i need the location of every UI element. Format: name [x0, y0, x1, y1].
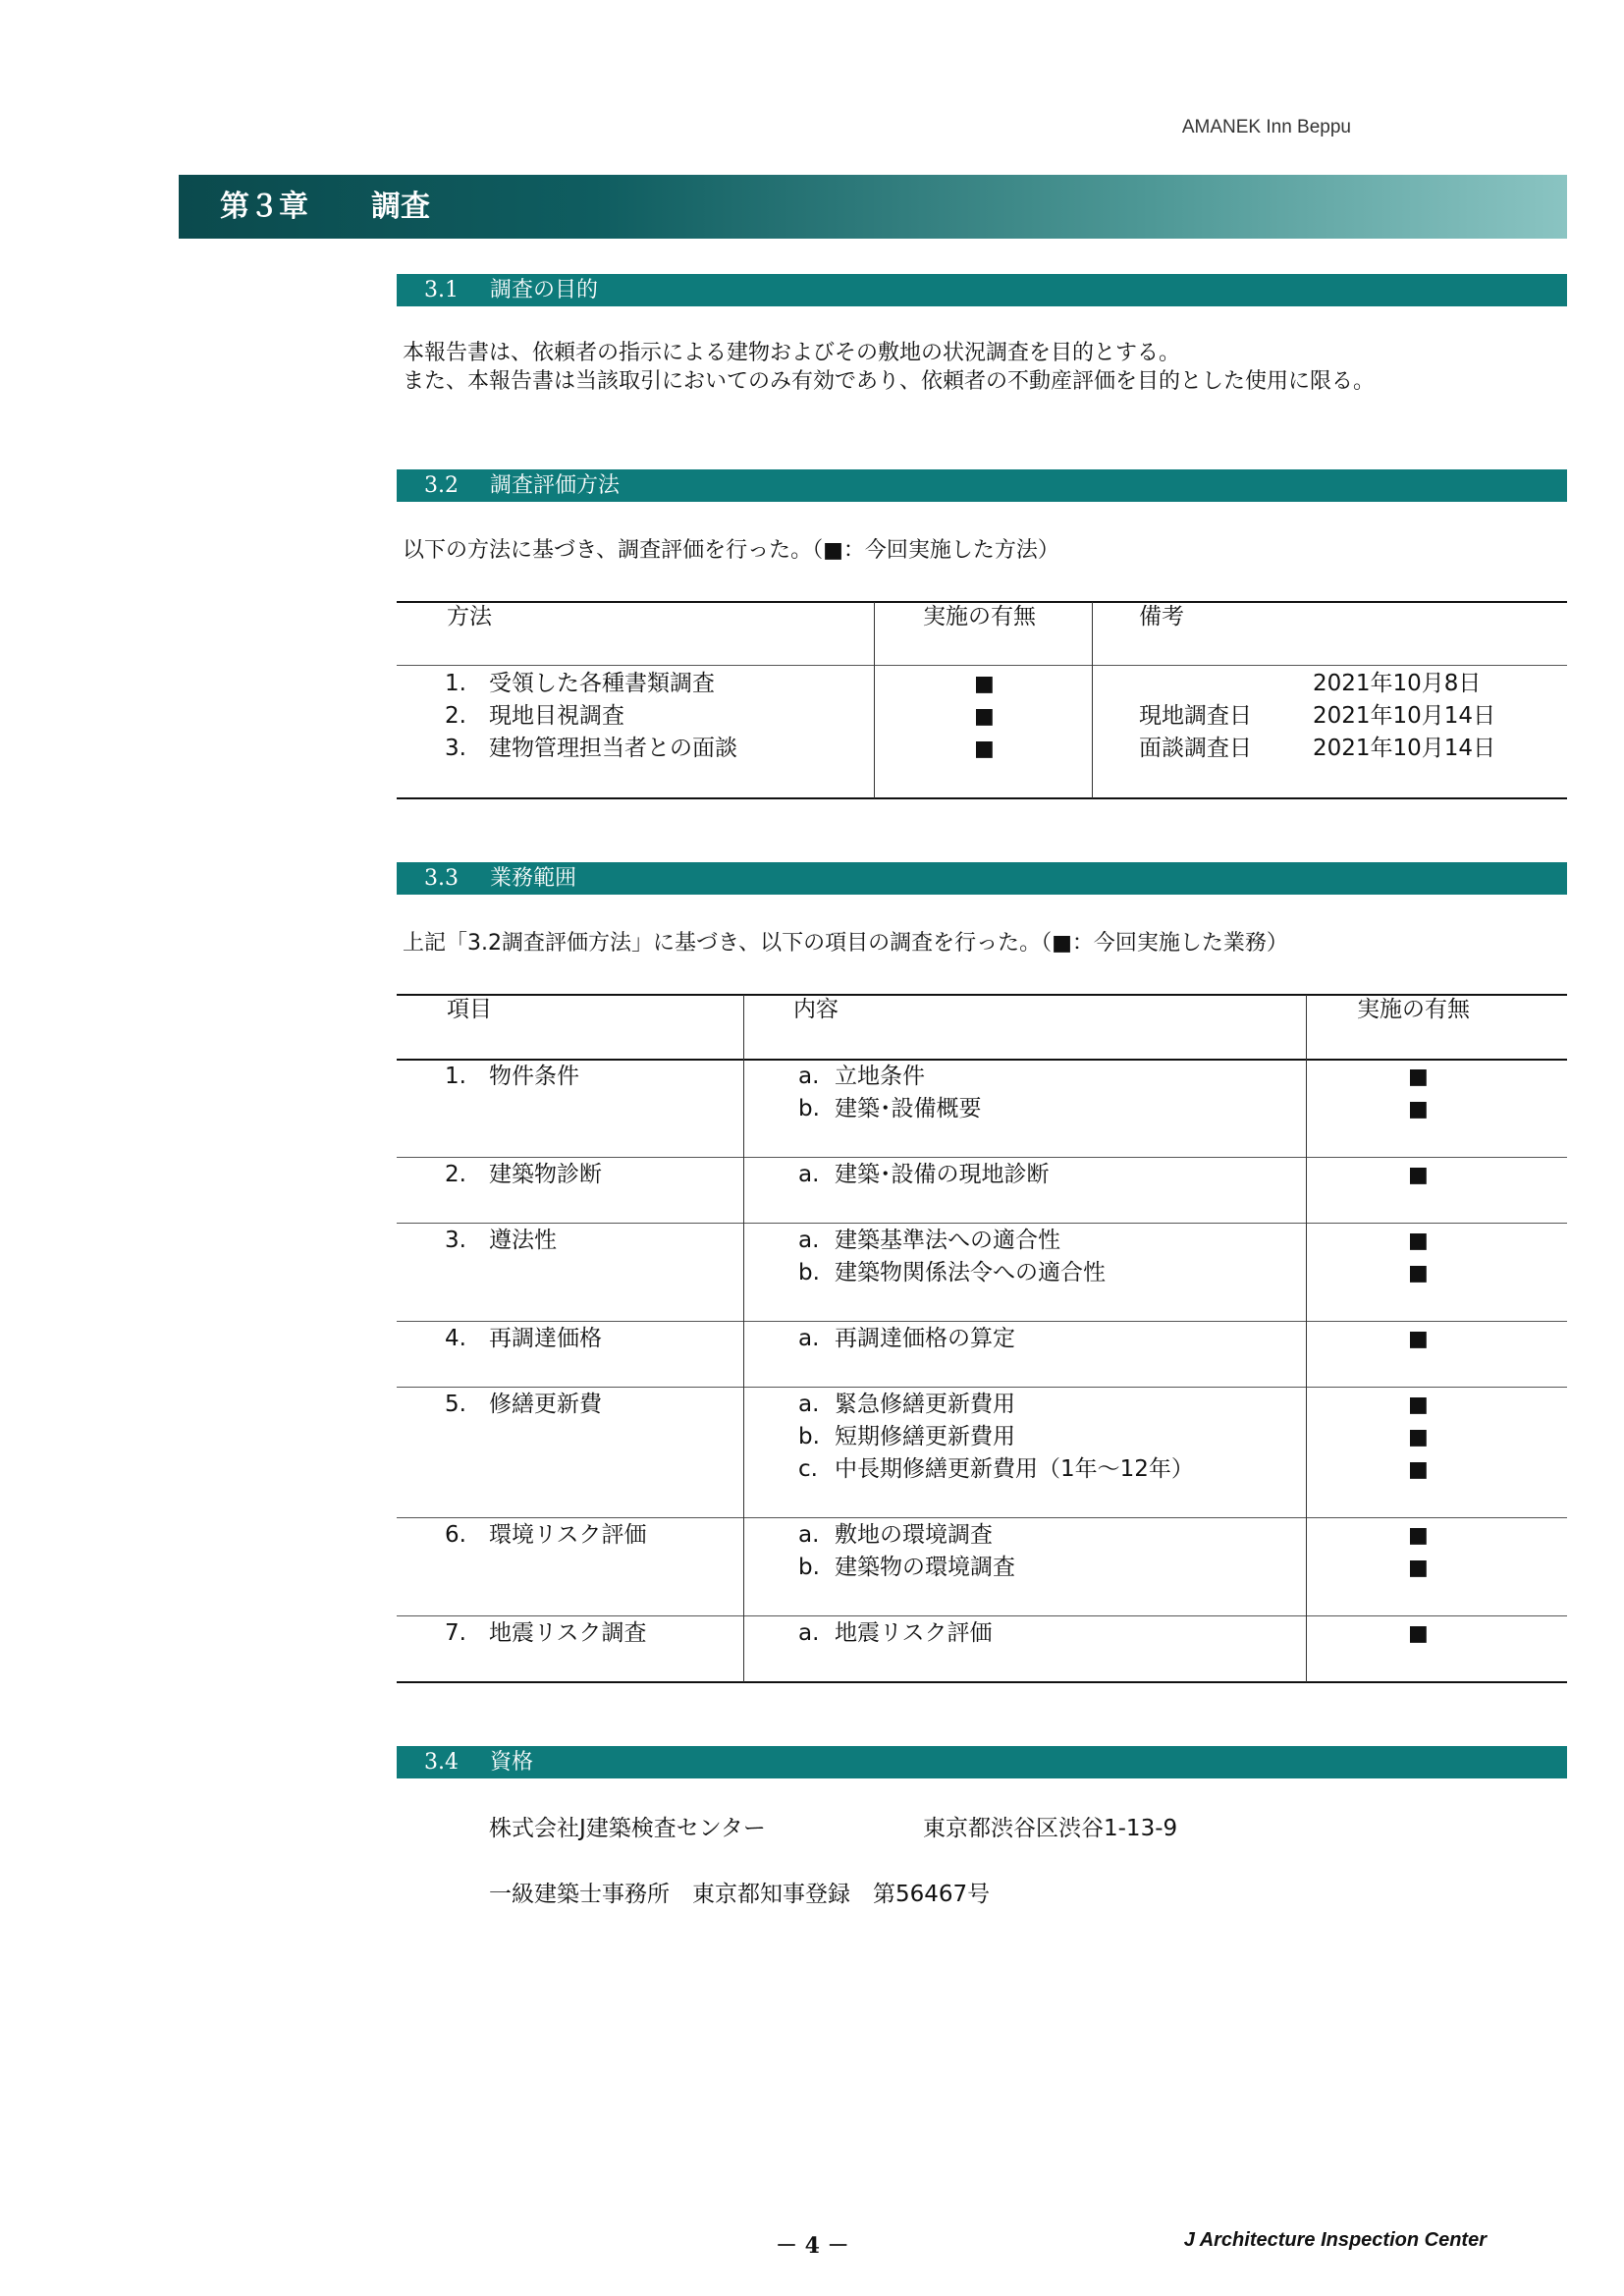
content-letter: a.: [798, 1392, 820, 1417]
implemented-mark: ■: [1408, 1556, 1429, 1580]
row-rule: [397, 1321, 1567, 1322]
content-text: 立地条件: [835, 1064, 925, 1089]
content-letter: a.: [798, 1522, 820, 1548]
content-letter: b.: [798, 1260, 820, 1285]
item-name: 再調達価格: [489, 1326, 602, 1351]
implemented-mark: ■: [1408, 1523, 1429, 1548]
content-letter: b.: [798, 1555, 820, 1580]
chapter-title: 調査: [371, 190, 430, 224]
content-letter: b.: [798, 1096, 820, 1121]
content-text: 敷地の環境調査: [835, 1522, 993, 1548]
chapter-banner: [179, 175, 1567, 239]
note-date: 2021年10月14日: [1313, 703, 1496, 729]
note-date: 2021年10月8日: [1313, 671, 1482, 696]
section-title: 業務範囲: [490, 866, 577, 891]
content-text: 地震リスク評価: [835, 1620, 993, 1646]
table-bottom-rule: [397, 1681, 1567, 1683]
implemented-mark: ■: [974, 737, 995, 761]
content-text: 短期修繕更新費用: [835, 1424, 1015, 1449]
item-name: 建築物診断: [489, 1162, 602, 1187]
content-letter: a.: [798, 1620, 820, 1646]
column-divider: [1306, 995, 1307, 1682]
item-no: 7.: [445, 1620, 466, 1646]
header-notes: 備考: [1139, 604, 1184, 629]
header-content: 内容: [793, 997, 839, 1022]
content-text: 建築物関係法令への適合性: [835, 1260, 1106, 1285]
content-letter: a.: [798, 1228, 820, 1253]
purpose-line-2: また、本報告書は当該取引においてのみ有効であり、依頼者の不動産評価を目的とした使用に限る。: [403, 369, 1376, 394]
section-3-1-header: [397, 274, 1567, 306]
method-name: 建物管理担当者との面談: [489, 736, 737, 761]
method-no: 1.: [445, 671, 466, 696]
content-letter: a.: [798, 1162, 820, 1187]
section-3-2-header: [397, 469, 1567, 502]
item-no: 3.: [445, 1228, 466, 1253]
implemented-mark: ■: [1408, 1065, 1429, 1089]
header-implemented: 実施の有無: [1357, 997, 1470, 1022]
content-text: 建築･設備概要: [835, 1096, 982, 1121]
table-bottom-rule: [397, 797, 1567, 799]
section-title: 調査の目的: [490, 278, 599, 302]
section-number: 3.1: [424, 278, 459, 302]
header-method: 方法: [447, 604, 492, 629]
note-label: 現地調査日: [1139, 703, 1252, 729]
implemented-mark: ■: [1408, 1393, 1429, 1417]
note-label: 面談調査日: [1139, 736, 1252, 761]
scope-intro: 上記「3.2調査評価方法」に基づき、以下の項目の調査を行った。（■：今回実施した業務）: [403, 931, 1288, 956]
implemented-mark: ■: [1408, 1097, 1429, 1121]
section-number: 3.3: [424, 866, 459, 891]
section-title: 調査評価方法: [490, 473, 621, 498]
implemented-mark: ■: [974, 672, 995, 696]
method-no: 3.: [445, 736, 466, 761]
item-name: 修繕更新費: [489, 1392, 602, 1417]
company-address: 東京都渋谷区渋谷1-13-9: [923, 1816, 1178, 1841]
section-number: 3.4: [424, 1750, 459, 1775]
page-number: － 4 －: [776, 2233, 849, 2259]
item-name: 物件条件: [489, 1064, 579, 1089]
section-title: 資格: [490, 1750, 534, 1775]
implemented-mark: ■: [974, 704, 995, 729]
item-no: 6.: [445, 1522, 466, 1548]
table-header-rule: [397, 665, 1567, 666]
implemented-mark: ■: [1408, 1425, 1429, 1449]
item-name: 環境リスク評価: [489, 1522, 647, 1548]
column-divider: [743, 995, 744, 1682]
company-name: 株式会社J建築検査センター: [489, 1816, 766, 1841]
item-name: 遵法性: [489, 1228, 557, 1253]
implemented-mark: ■: [1408, 1621, 1429, 1646]
purpose-line-1: 本報告書は、依頼者の指示による建物およびその敷地の状況調査を目的とする。: [403, 341, 1181, 365]
item-no: 4.: [445, 1326, 466, 1351]
chapter-number: 第３章: [220, 190, 308, 224]
item-no: 2.: [445, 1162, 466, 1187]
item-no: 1.: [445, 1064, 466, 1089]
header-item: 項目: [447, 997, 492, 1022]
row-rule: [397, 1223, 1567, 1224]
content-text: 再調達価格の算定: [835, 1326, 1015, 1351]
column-divider: [874, 602, 875, 798]
content-letter: c.: [798, 1456, 818, 1482]
registration: 一級建築士事務所 東京都知事登録 第56467号: [489, 1882, 991, 1907]
footer-company: J Architecture Inspection Center: [1183, 2229, 1487, 2251]
content-text: 建築物の環境調査: [835, 1555, 1015, 1580]
row-rule: [397, 1615, 1567, 1616]
method-no: 2.: [445, 703, 466, 729]
section-number: 3.2: [424, 473, 459, 498]
method-name: 受領した各種書類調査: [489, 671, 715, 696]
implemented-mark: ■: [1408, 1163, 1429, 1187]
content-text: 中長期修繕更新費用（1年～12年）: [835, 1456, 1194, 1482]
content-letter: a.: [798, 1064, 820, 1089]
implemented-mark: ■: [1408, 1261, 1429, 1285]
item-no: 5.: [445, 1392, 466, 1417]
content-text: 建築･設備の現地診断: [835, 1162, 1050, 1187]
implemented-mark: ■: [1408, 1327, 1429, 1351]
row-rule: [397, 1157, 1567, 1158]
note-date: 2021年10月14日: [1313, 736, 1496, 761]
content-text: 緊急修繕更新費用: [835, 1392, 1015, 1417]
row-rule: [397, 1517, 1567, 1518]
column-divider: [1092, 602, 1093, 798]
header-implemented: 実施の有無: [923, 604, 1036, 629]
section-3-3-header: [397, 862, 1567, 895]
implemented-mark: ■: [1408, 1229, 1429, 1253]
content-text: 建築基準法への適合性: [835, 1228, 1060, 1253]
methods-intro: 以下の方法に基づき、調査評価を行った。（■：今回実施した方法）: [403, 538, 1059, 563]
content-letter: a.: [798, 1326, 820, 1351]
implemented-mark: ■: [1408, 1457, 1429, 1482]
content-letter: b.: [798, 1424, 820, 1449]
item-name: 地震リスク調査: [489, 1620, 647, 1646]
running-head: AMANEK Inn Beppu: [1181, 117, 1351, 137]
method-name: 現地目視調査: [489, 703, 624, 729]
section-3-4-header: [397, 1746, 1567, 1778]
row-rule: [397, 1387, 1567, 1388]
